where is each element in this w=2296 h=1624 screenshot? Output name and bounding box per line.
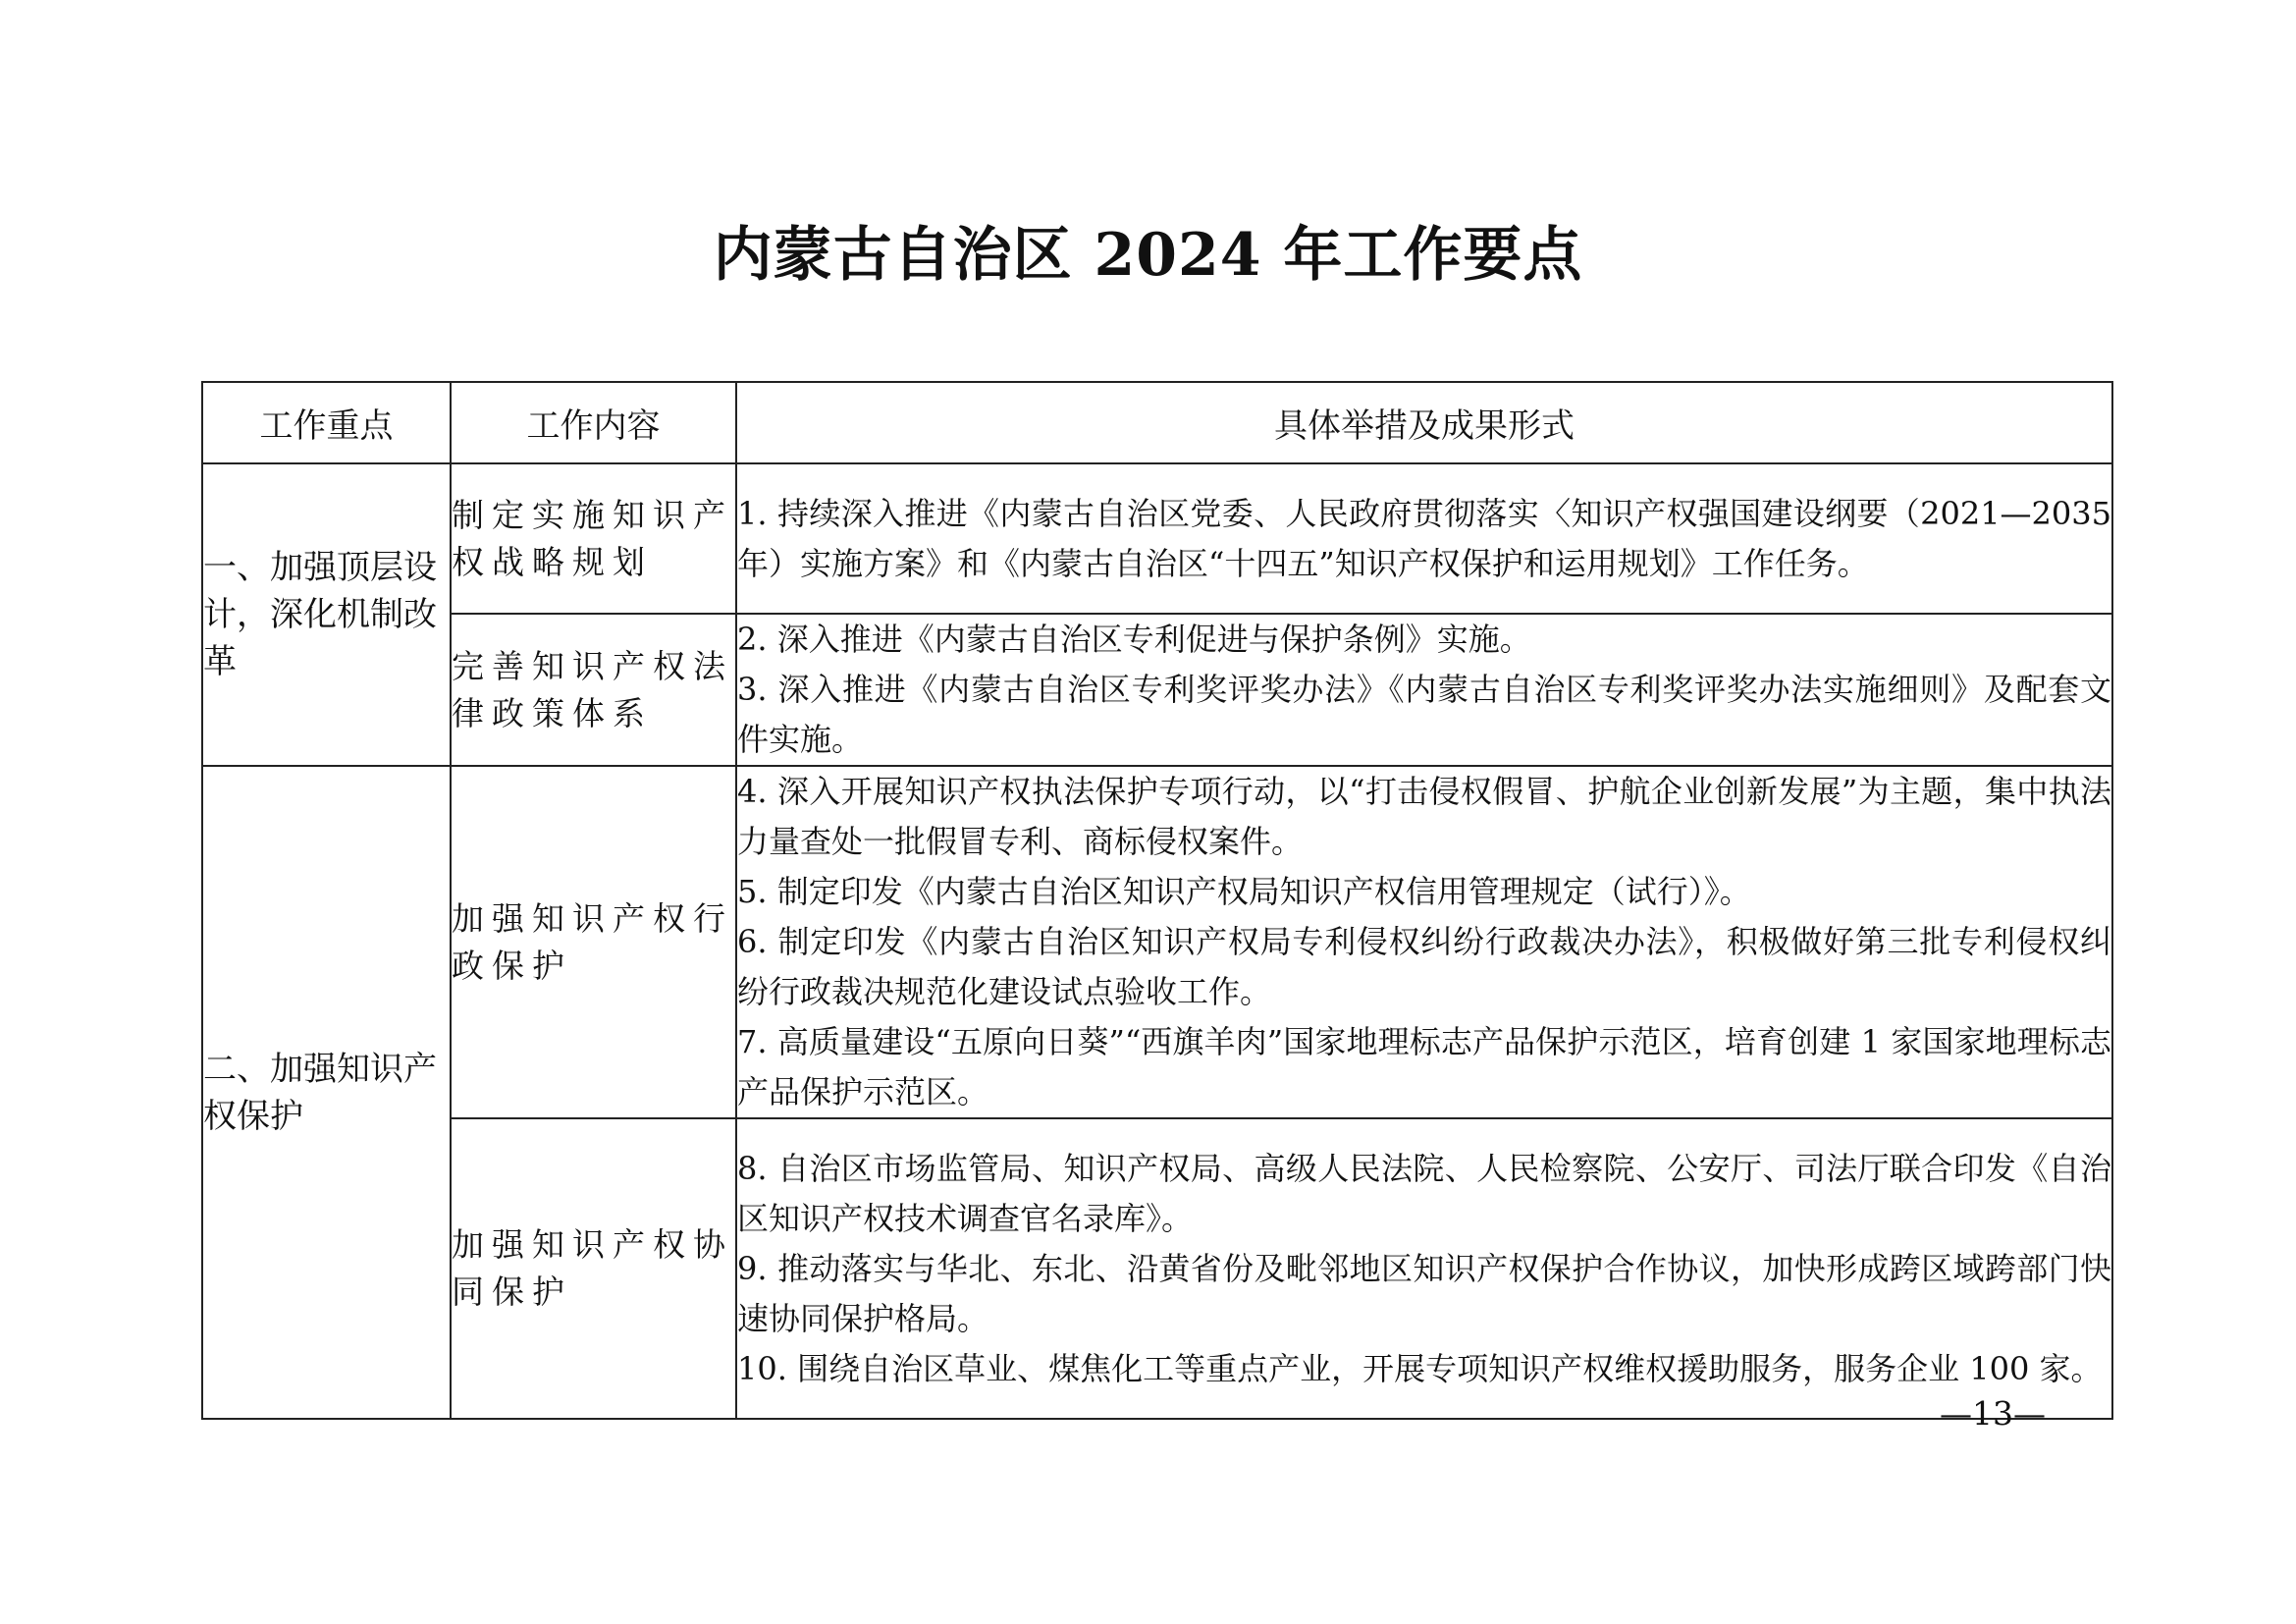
- table-row: [202, 614, 2112, 766]
- measure-item: 8. 自治区市场监管局、知识产权局、高级人民法院、人民检察院、公安厅、司法厅联合印发《自治区知识产权技术调查官名录库》。: [737, 1149, 2111, 1237]
- column-header-measures: 具体举措及成果形式: [736, 382, 2112, 463]
- table-row: [202, 766, 2112, 1118]
- work-plan-table: [201, 381, 2113, 1420]
- measures-cell: [736, 766, 2112, 1118]
- table-header-row: [202, 382, 2112, 463]
- measures-cell: [736, 614, 2112, 766]
- measure-item: 7. 高质量建设“五原向日葵”“西旗羊肉”国家地理标志产品保护示范区，培育创建 1 家国家地理标志产品保护示范区。: [737, 1023, 2111, 1110]
- measure-item: 9. 推动落实与华北、东北、沿黄省份及毗邻地区知识产权保护合作协议，加快形成跨区域跨部门快速协同保护格局。: [737, 1249, 2111, 1337]
- measure-item: 6. 制定印发《内蒙古自治区知识产权局专利侵权纠纷行政裁决办法》，积极做好第三批专利侵权纠纷行政裁决规范化建设试点验收工作。: [737, 923, 2111, 1010]
- measure-item: 10. 围绕自治区草业、煤焦化工等重点产业，开展专项知识产权维权援助服务，服务企业 100 家。: [737, 1349, 2103, 1387]
- measures-cell: [736, 463, 2112, 614]
- focus-cell: 二、加强知识产权保护: [202, 766, 451, 1419]
- measure-item: 1. 持续深入推进《内蒙古自治区党委、人民政府贯彻落实〈知识产权强国建设纲要（2021—2035年）实施方案》和《内蒙古自治区“十四五”知识产权保护和运用规划》工作任务。: [737, 494, 2111, 582]
- content-cell: 完善知识产权法律政策体系: [451, 614, 736, 766]
- document-title: 内蒙古自治区 2024 年工作要点: [713, 221, 1583, 290]
- table-row: [202, 1118, 2112, 1419]
- content-cell: 制定实施知识产权战略规划: [451, 463, 736, 614]
- measure-item: 2. 深入推进《内蒙古自治区专利促进与保护条例》实施。: [737, 621, 1531, 658]
- measure-item: 5. 制定印发《内蒙古自治区知识产权局知识产权信用管理规定（试行）》。: [737, 873, 1751, 910]
- column-header-content: 工作内容: [451, 382, 736, 463]
- content-cell: 加强知识产权协同保护: [451, 1118, 736, 1419]
- content-cell: 加强知识产权行政保护: [451, 766, 736, 1118]
- table-row: [202, 463, 2112, 614]
- page-number: —13—: [1940, 1394, 2046, 1433]
- measures-cell: [736, 1118, 2112, 1419]
- column-header-focus: 工作重点: [202, 382, 451, 463]
- focus-cell: 一、加强顶层设计，深化机制改革: [202, 463, 451, 766]
- measure-item: 3. 深入推进《内蒙古自治区专利奖评奖办法》《内蒙古自治区专利奖评奖办法实施细则》及配套文件实施。: [737, 671, 2111, 758]
- measure-item: 4. 深入开展知识产权执法保护专项行动，以“打击侵权假冒、护航企业创新发展”为主题，集中执法力量查处一批假冒专利、商标侵权案件。: [737, 773, 2111, 860]
